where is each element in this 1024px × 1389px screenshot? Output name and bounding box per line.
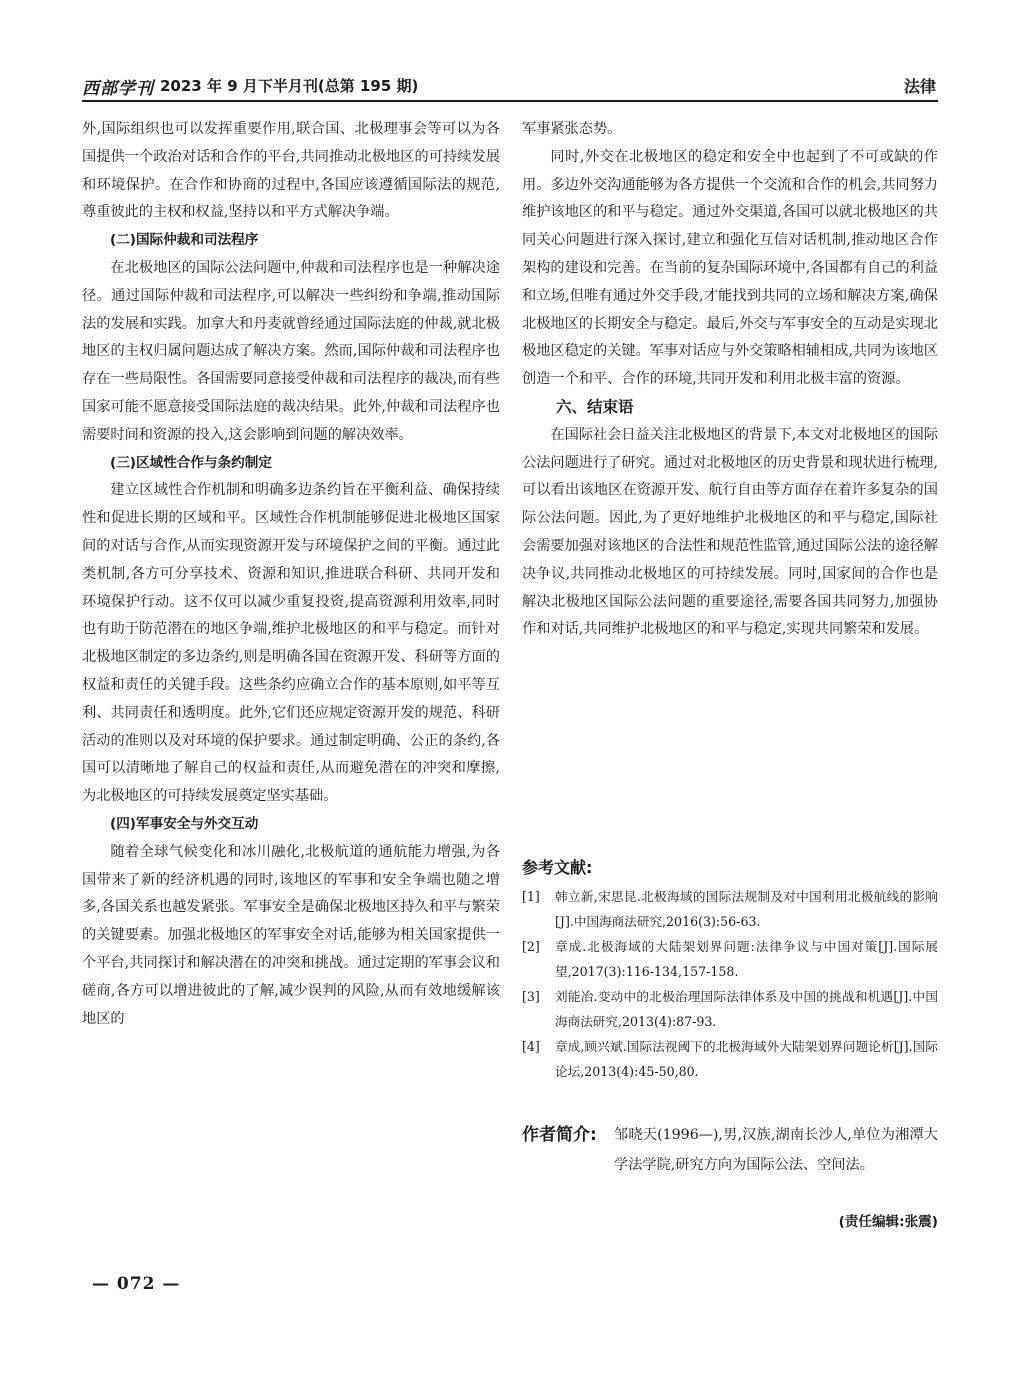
conclusion-heading: 六、结束语 [556, 397, 634, 416]
journal-section: 法律 [903, 77, 936, 96]
right-column [522, 116, 938, 644]
left-column [82, 116, 500, 1033]
section-heading: (四)军事安全与外交互动 [110, 815, 259, 832]
journal-logo: 西部学刊 [82, 79, 154, 99]
running-header [82, 72, 938, 102]
paragraph: 外,国际组织也可以发挥重要作用,联合国、北极理事会等可以为各国提供一个政治对话和合作的平台,共同推动北极地区的可持续发展和环境保护。在合作和协商的过程中,各国应该遵循国际法的规范,尊重彼此的主权和权益,坚持以和平方式解决争端。 [82, 121, 500, 221]
section-heading: (二)国际仲裁和司法程序 [110, 232, 259, 249]
reference-text: 章成,顾兴斌.国际法视阈下的北极海域外大陆架划界问题论析[J].国际论坛,2013(4):45-50,80. [555, 1039, 938, 1079]
reference-number: [4] [522, 1039, 540, 1054]
author-row [522, 1120, 938, 1180]
reference-item [522, 934, 938, 984]
reference-number: [2] [522, 939, 540, 954]
paragraph: 同时,外交在北极地区的稳定和安全中也起到了不可或缺的作用。多边外交沟通能够为各方提供一个交流和合作的机会,共同努力维护该地区的和平与稳定。通过外交渠道,各国可以就北极地区的共同关心问题进行深入探讨,建立和强化互信对话机制,推动地区合作架构的建设和完善。在当前的复杂国际环境中,各国都有自己的利益和立场,但唯有通过外交手段,才能找到共同的立场和解决方案,确保北极地区的长期安全与稳定。最后,外交与军事安全的互动是实现北极地区稳定的关键。军事对话应与外交策略相辅相成,共同为该地区创造一个和平、合作的环境,共同开发和利用北极丰富的资源。 [522, 148, 938, 388]
references-title: 参考文献: [522, 858, 593, 877]
editor-note: (责任编辑:张震) [838, 1214, 938, 1230]
paragraph: 随着全球气候变化和冰川融化,北极航道的通航能力增强,为各国带来了新的经济机遇的同时,该地区的军事和安全争端也随之增多,各国关系也越发紧张。军事安全是确保北极地区持久和平与繁荣的关键要素。加强北极地区的军事安全对话,能够为相关国家提供一个平台,共同探讨和解决潜在的冲突和挑战。通过定期的军事会议和磋商,各方可以增进彼此的了解,减少误判的风险,从而有效地缓解该地区的 [82, 843, 500, 1027]
reference-number: [1] [522, 889, 540, 904]
author-label: 作者简介: [522, 1125, 597, 1145]
paragraph: 建立区域性合作机制和明确多边条约旨在平衡利益、确保持续性和促进长期的区域和平。区域性合作机制能够促进北极地区国家间的对话与合作,从而实现资源开发与环境保护之间的平衡。通过此类机制,各方可分享技术、资源和知识,推进联合科研、共同开发和环境保护行动。这不仅可以减少重复投资,提高资源利用效率,同时也有助于防范潜在的地区争端,维护北极地区的和平与稳定。而针对北极地区制定的多边条约,则是明确各国在资源开发、科研等方面的权益和责任的关键手段。这些条约应确立合作的基本原则,如平等互利、共同责任和透明度。此外,它们还应规定资源开发的规范、科研活动的准则以及对环境的保护要求。通过制定明确、公正的条约,各国可以清晰地了解自己的权益和责任,从而避免潜在的冲突和摩擦,为北极地区的可持续发展奠定坚实基础。 [82, 482, 500, 805]
author-text: 邹晓天(1996—),男,汉族,湖南长沙人,单位为湘潭大学法学院,研究方向为国际公法、空间法。 [614, 1127, 938, 1173]
section-heading: (三)区域性合作与条约制定 [110, 454, 272, 471]
reference-item [522, 884, 938, 934]
paragraph: 军事紧张态势。 [522, 121, 622, 137]
author-bio [522, 1120, 938, 1230]
reference-number: [3] [522, 989, 540, 1004]
references [522, 855, 938, 1084]
paragraph: 在北极地区的国际公法问题中,仲裁和司法程序也是一种解决途径。通过国际仲裁和司法程序,可以解决一些纠纷和争端,推动国际法的发展和实践。加拿大和丹麦就曾经通过国际法庭的仲裁,就北极地区的主权归属问题达成了解决方案。然而,国际仲裁和司法程序也存在一些局限性。各国需要同意接受仲裁和司法程序的裁决,而有些国家可能不愿意接受国际法庭的裁决结果。此外,仲裁和司法程序也需要时间和资源的投入,这会影响到问题的解决效率。 [82, 259, 500, 443]
page-number: — 072 — [92, 1274, 181, 1294]
journal-issue: 2023 年 9 月下半月刊(总第 195 期) [160, 77, 419, 95]
reference-item [522, 1034, 938, 1084]
reference-item [522, 984, 938, 1034]
paragraph: 在国际社会日益关注北极地区的背景下,本文对北极地区的国际公法问题进行了研究。通过对北极地区的历史背景和现状进行梳理,可以看出该地区在资源开发、航行自由等方面存在着许多复杂的国际公法问题。因此,为了更好地维护北极地区的和平与稳定,国际社会需要加强对该地区的合法性和规范性监管,通过国际公法的途径解决争议,共同推动北极地区的可持续发展。同时,国家间的合作也是解决北极地区国际公法问题的重要途径,需要各国共同努力,加强协作和对话,共同维护北极地区的和平与稳定,实现共同繁荣和发展。 [522, 426, 938, 638]
reference-text: 章成.北极海域的大陆架划界问题:法律争议与中国对策[J].国际展望,2017(3):116-134,157-158. [555, 939, 938, 979]
reference-text: 韩立新,宋思昆.北极海域的国际法规制及对中国利用北极航线的影响[J].中国海商法研究,2016(3):56-63. [555, 889, 938, 929]
reference-text: 刘能冶.变动中的北极治理国际法律体系及中国的挑战和机遇[J].中国海商法研究,2013(4):87-93. [555, 989, 938, 1029]
